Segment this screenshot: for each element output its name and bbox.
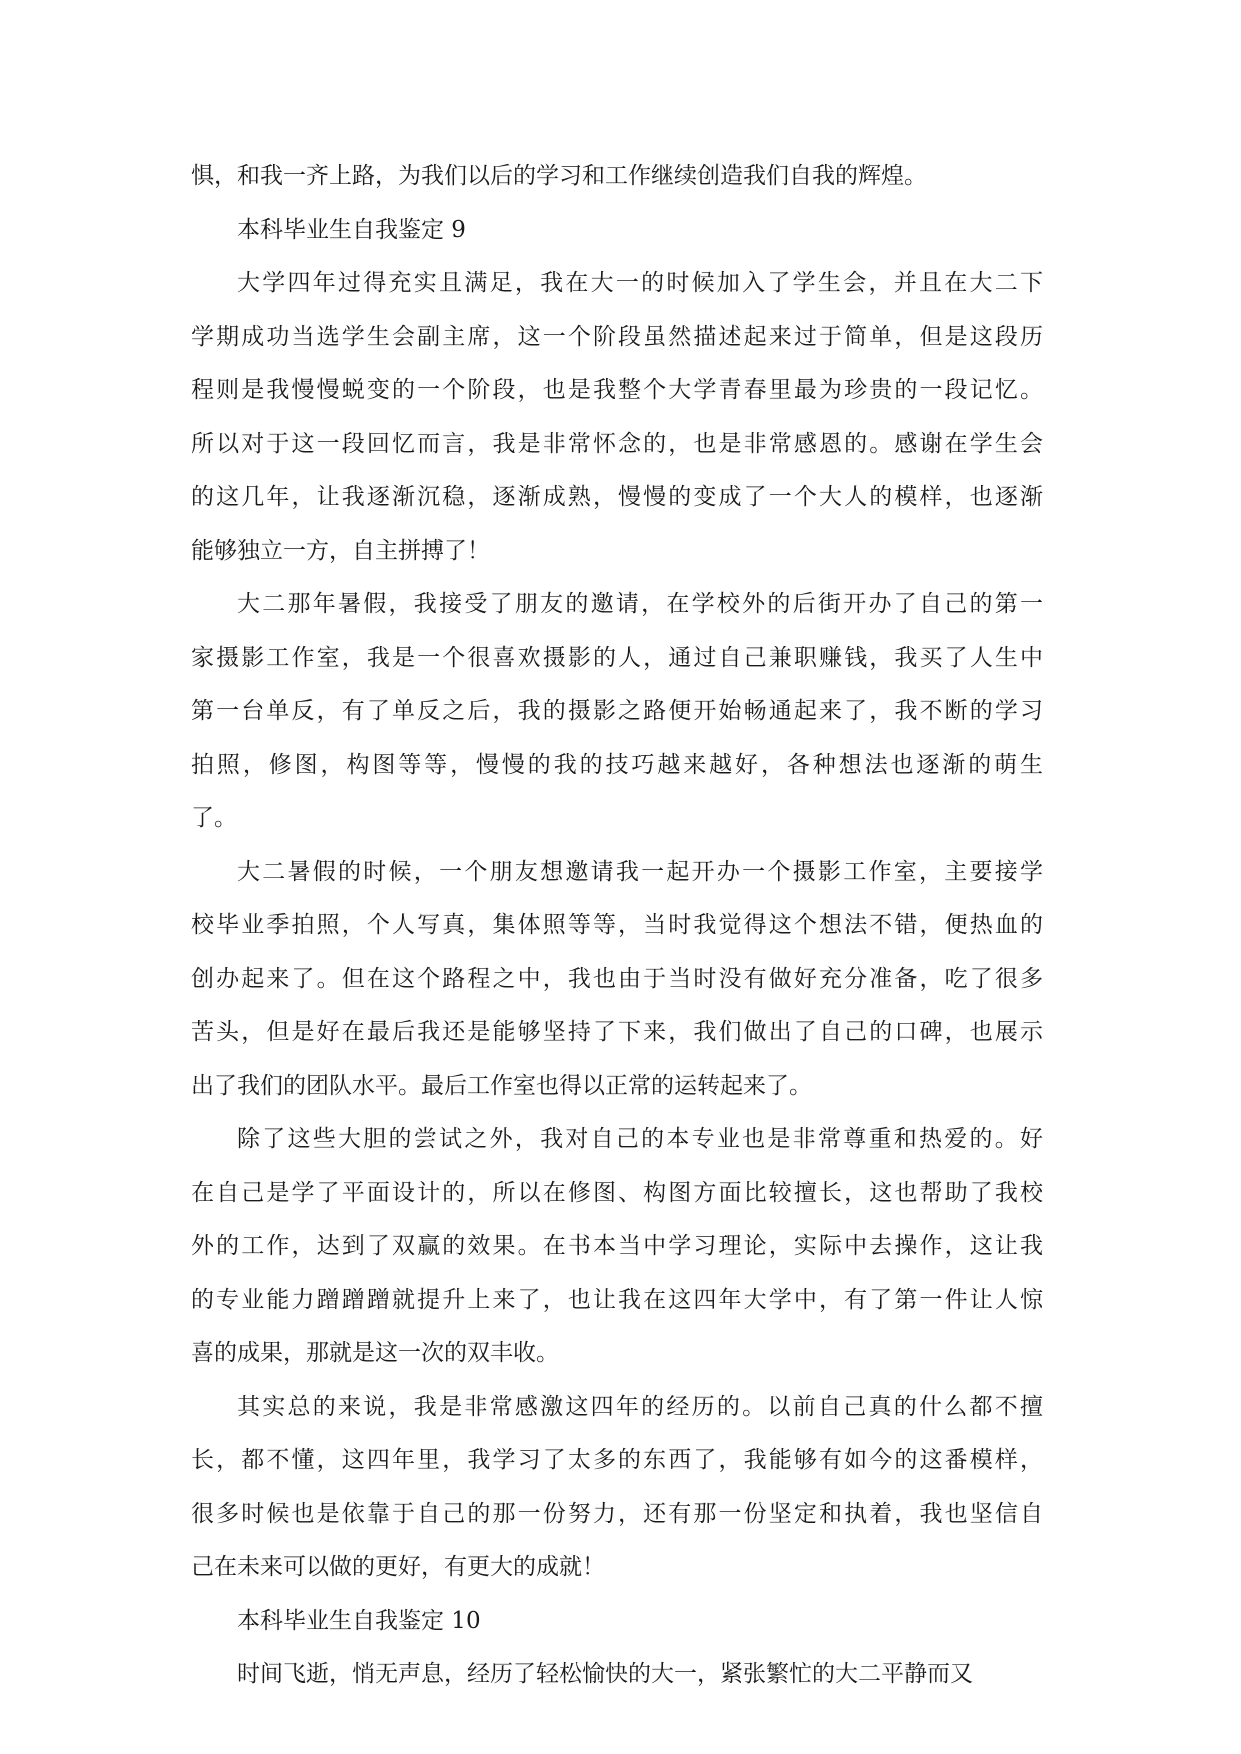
paragraph-line: 喜的成果，那就是这一次的双丰收。 <box>191 1340 559 1366</box>
paragraph-line: 大二暑假的时候，一个朋友想邀请我一起开办一个摄影工作室，主要接学 <box>237 858 1043 885</box>
paragraph-line: 家摄影工作室，我是一个很喜欢摄影的人，通过自己兼职赚钱，我买了人生中 <box>191 644 1043 671</box>
paragraph-line: 时间飞逝，悄无声息，经历了轻松愉快的大一，紧张繁忙的大二平静而又 <box>237 1661 973 1687</box>
paragraph-line: 外的工作，达到了双赢的效果。在书本当中学习理论，实际中去操作，这让我 <box>191 1233 1043 1259</box>
paragraph <box>191 257 1043 578</box>
paragraph <box>191 150 1043 204</box>
paragraph-line: 其实总的来说，我是非常感激这四年的经历的。以前自己真的什么都不擅 <box>237 1393 1043 1420</box>
paragraph-line: 了。 <box>191 805 237 831</box>
paragraph-line: 创办起来了。但在这个路程之中，我也由于当时没有做好充分准备，吃了很多 <box>191 965 1043 992</box>
paragraph-line: 第一台单反，有了单反之后，我的摄影之路便开始畅通起来了，我不断的学习 <box>191 698 1043 724</box>
paragraph-line: 程则是我慢慢蜕变的一个阶段，也是我整个大学青春里最为珍贵的一段记忆。 <box>191 377 1043 403</box>
paragraph <box>191 1381 1043 1595</box>
paragraph <box>191 1113 1043 1381</box>
paragraph-line: 惧，和我一齐上路，为我们以后的学习和工作继续创造我们自我的辉煌。 <box>191 163 927 189</box>
paragraph-line: 的这几年，让我逐渐沉稳，逐渐成熟，慢慢的变成了一个大人的模样，也逐渐 <box>191 484 1043 510</box>
paragraph-line: 拍照，修图，构图等等，慢慢的我的技巧越来越好，各种想法也逐渐的萌生 <box>191 751 1043 778</box>
paragraph <box>191 1648 1043 1702</box>
paragraph-line: 学期成功当选学生会副主席，这一个阶段虽然描述起来过于简单，但是这段历 <box>191 323 1043 350</box>
paragraph-line: 在自己是学了平面设计的，所以在修图、构图方面比较擅长，这也帮助了我校 <box>191 1179 1043 1206</box>
paragraph-line: 能够独立一方，自主拼搏了！ <box>191 537 490 564</box>
paragraph-line: 很多时候也是依靠于自己的那一份努力，还有那一份坚定和执着，我也坚信自 <box>191 1500 1043 1527</box>
paragraph-line: 大学四年过得充实且满足，我在大一的时候加入了学生会，并且在大二下 <box>237 270 1043 296</box>
document-body <box>191 150 1043 1702</box>
paragraph-line: 大二那年暑假，我接受了朋友的邀请，在学校外的后街开办了自己的第一 <box>237 591 1043 617</box>
paragraph-line: 的专业能力蹭蹭蹭就提升上来了，也让我在这四年大学中，有了第一件让人惊 <box>191 1286 1043 1313</box>
paragraph-line: 除了这些大胆的尝试之外，我对自己的本专业也是非常尊重和热爱的。好 <box>237 1126 1043 1152</box>
paragraph-line: 苦头，但是好在最后我还是能够坚持了下来，我们做出了自己的口碑，也展示 <box>191 1019 1043 1045</box>
paragraph-line: 所以对于这一段回忆而言，我是非常怀念的，也是非常感恩的。感谢在学生会 <box>191 430 1043 457</box>
paragraph <box>191 846 1043 1114</box>
section-heading: 本科毕业生自我鉴定 10 <box>237 1607 481 1634</box>
paragraph-line: 己在未来可以做的更好，有更大的成就！ <box>191 1554 605 1580</box>
paragraph-line: 出了我们的团队水平。最后工作室也得以正常的运转起来了。 <box>191 1072 812 1099</box>
paragraph <box>191 578 1043 846</box>
paragraph-line: 校毕业季拍照，个人写真，集体照等等，当时我觉得这个想法不错，便热血的 <box>191 912 1043 938</box>
section-heading: 本科毕业生自我鉴定 9 <box>237 216 466 243</box>
paragraph-line: 长，都不懂，这四年里，我学习了太多的东西了，我能够有如今的这番模样， <box>191 1447 1043 1473</box>
